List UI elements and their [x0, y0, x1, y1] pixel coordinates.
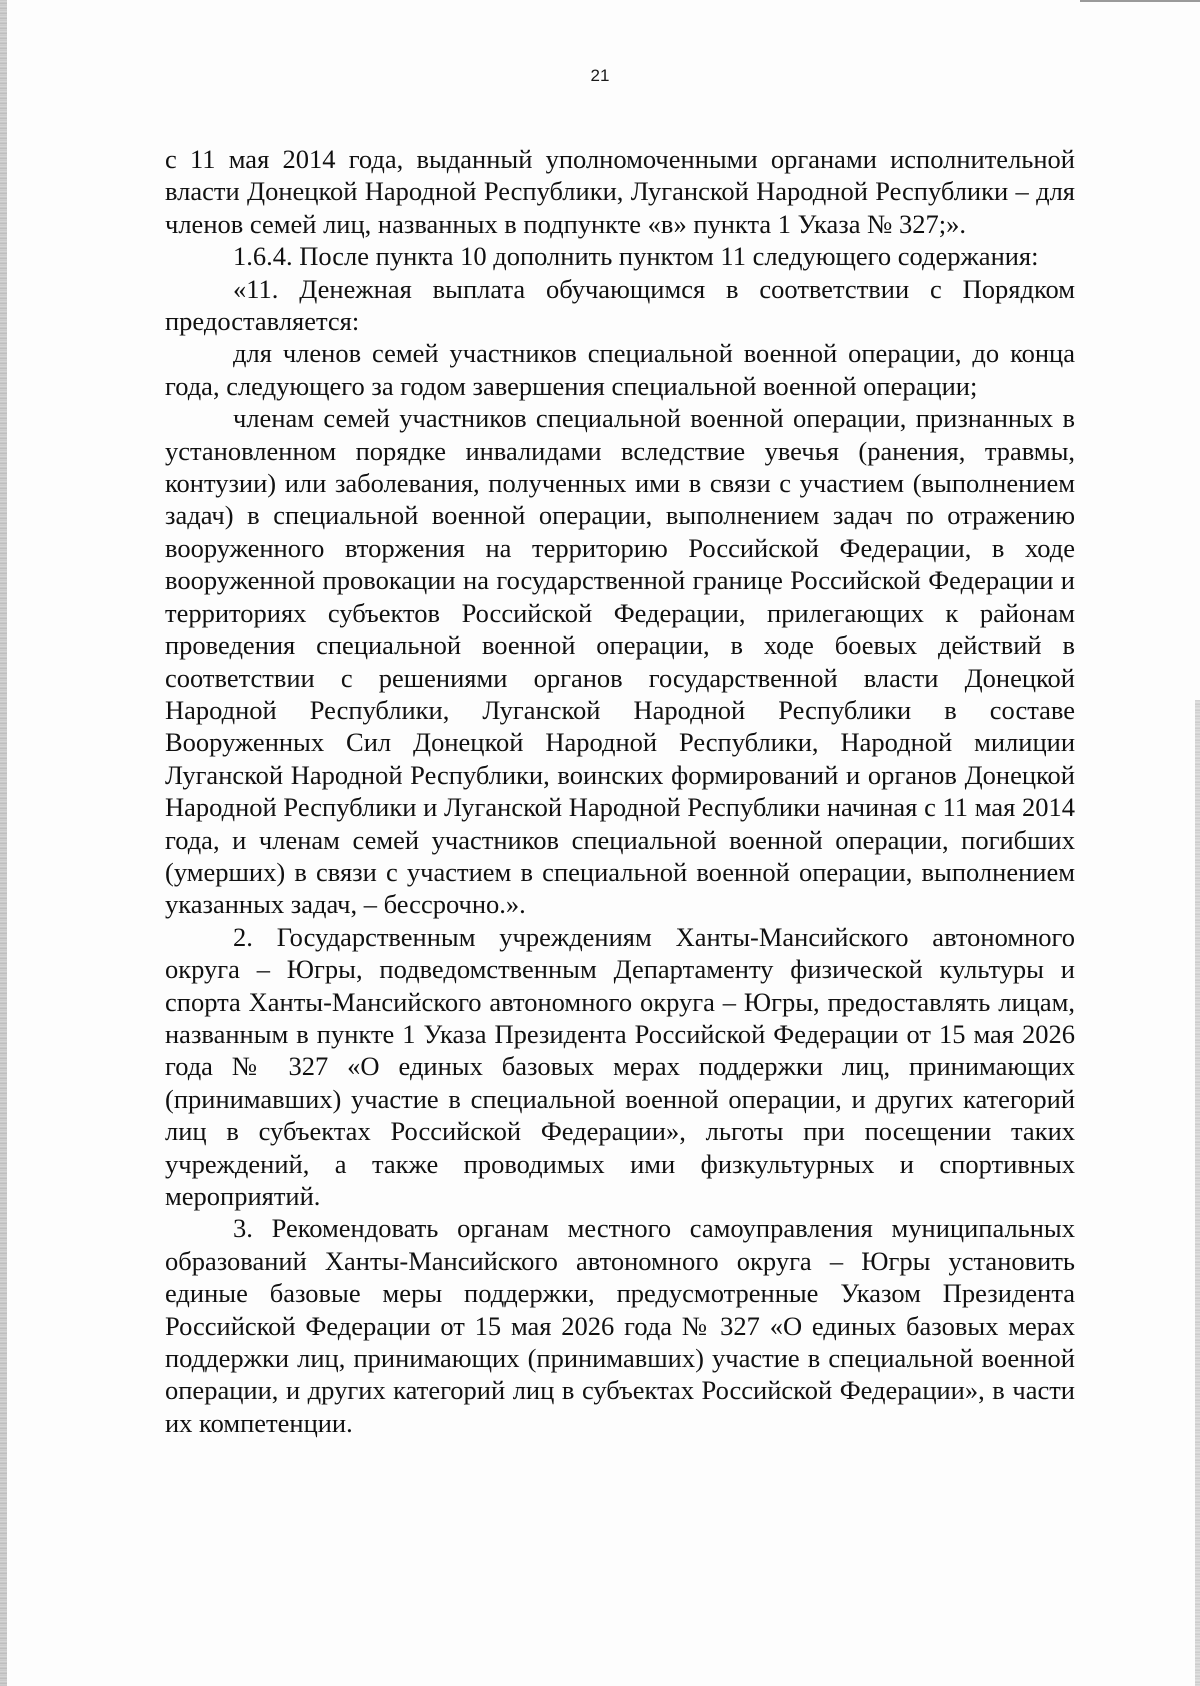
- scan-line-top: [1080, 0, 1200, 2]
- paragraph-disabled-family-members: членам семей участников специальной военной операции, признанных в установленном порядке инвалидами вследствие увечья (ранения, травмы, контузии) или заболевания, полученных ими в связи с участием (выполнением задач) в специальной военной операции, выполнением задач по отражению вооруженного вторжения на территорию Российской Федерации, в ходе вооруженной провокации на государственной границе Российской Федерации и территориях субъектов Российской Федерации, прилегающих к районам проведения специальной военной операции, в ходе боевых действий в соответствии с решениями органов государственной власти Донецкой Народной Республики, Луганской Народной Республики в составе Вооруженных Сил Донецкой Народной Республики, Народной милиции Луганской Народной Республики, воинских формирований и органов Донецкой Народной Республики и Луганской Народной Республики начиная с 11 мая 2014 года, и членам семей участников специальной военной операции, погибших (умерших) в связи с участием в специальной военной операции, выполнением указанных задач, – бессрочно.».: [165, 403, 1075, 920]
- paragraph-item-3: 3. Рекомендовать органам местного самоуправления муниципальных образований Ханты-Мансийского автономного округа – Югры установить единые базовые меры поддержки, предусмотренные Указом Президента Российской Федерации от 15 мая 2026 года № 327 «О единых базовых мерах поддержки лиц, принимающих (принимавших) участие в специальной военной операции, и других категорий лиц в субъектах Российской Федерации», в части их компетенции.: [165, 1213, 1075, 1438]
- paragraph-item-11: «11. Денежная выплата обучающимся в соответствии с Порядком предоставляется:: [165, 273, 1075, 337]
- paragraph-1-6-4: 1.6.4. После пункта 10 дополнить пунктом 11 следующего содержания:: [233, 241, 1039, 272]
- paragraph-continuation: с 11 мая 2014 года, выданный уполномоченными органами исполнительной власти Донецкой Народной Республики, Луганской Народной Республики – для членов семей лиц, названных в подпункте «в» пункта 1 Указа № 327;».: [165, 144, 1075, 239]
- paragraph-item-2: 2. Государственным учреждениям Ханты-Мансийского автономного округа – Югры, подведомственным Департаменту физической культуры и спорта Ханты-Мансийского автономного округа – Югры, предоставлять лицам, названным в пункте 1 Указа Президента Российской Федерации от 15 мая 2026 года № 327 «О единых базовых мерах поддержки лиц, принимающих (принимавших) участие в специальной военной операции, и других категорий лиц в субъектах Российской Федерации», льготы при посещении таких учреждений, а также проводимых ими физкультурных и спортивных мероприятий.: [165, 921, 1075, 1211]
- page-number: 21: [590, 66, 610, 85]
- scan-edge-right: [1195, 700, 1200, 1686]
- document-body: [165, 143, 1075, 1439]
- paragraph-family-members: для членов семей участников специальной военной операции, до конца года, следующего за годом завершения специальной военной операции;: [165, 338, 1075, 401]
- scan-edge-left: [0, 0, 7, 1686]
